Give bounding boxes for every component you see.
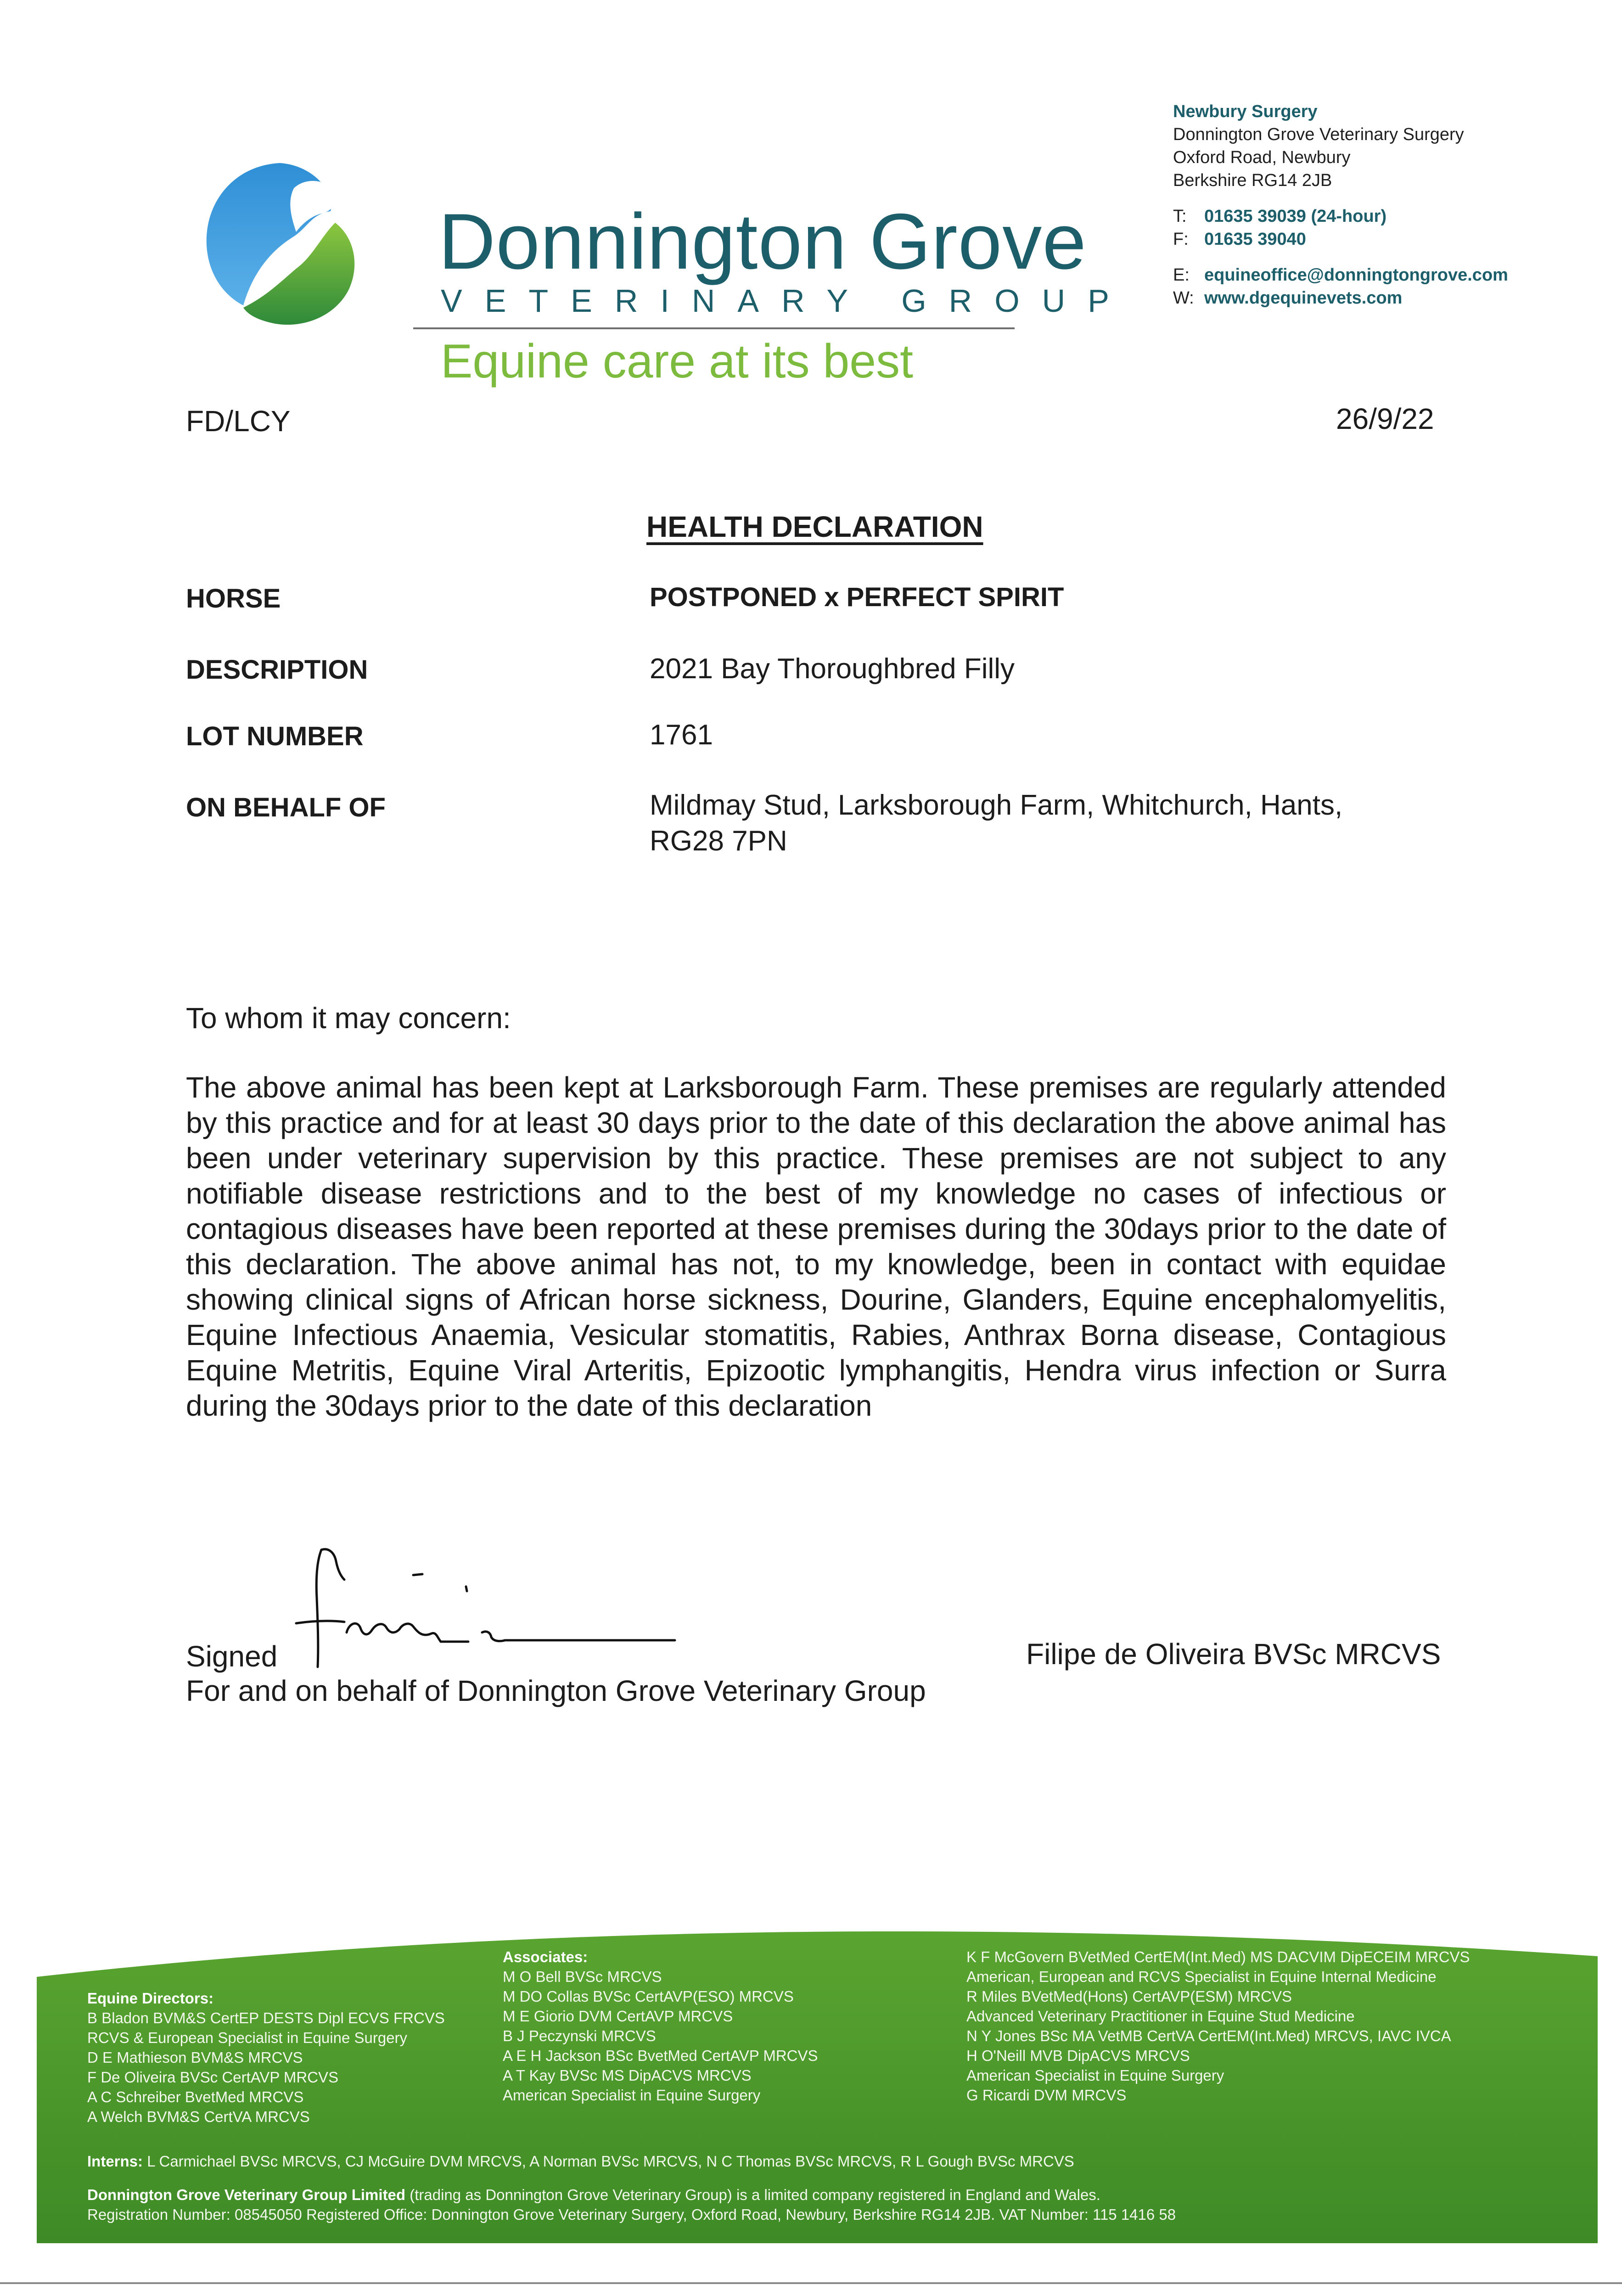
associates-title: Associates: [503, 1948, 588, 1965]
registration-info: Registration Number: 08545050 Registered Office: Donnington Grove Veterinary Surgery, Oxford Road, Newbury, Berkshire RG14 2JB. VAT Number: 115 1416 58 [87, 2206, 1176, 2223]
tel-value[interactable]: 01635 39039 (24-hour) [1204, 207, 1387, 226]
footer-interns [87, 2151, 1074, 2171]
email-label: E: [1173, 265, 1190, 285]
salutation: To whom it may concern: [186, 1002, 511, 1035]
telephone-row [1173, 205, 1508, 228]
director-line: B Bladon BVM&S CertEP DESTS Dipl ECVS FRCVS [87, 2009, 445, 2026]
associate-line: H O'Neill MVB DipACVS MRCVS [966, 2047, 1190, 2064]
footer-company [87, 2185, 1176, 2224]
director-line: A Welch BVM&S CertVA MRCVS [87, 2108, 310, 2125]
on-behalf-statement: For and on behalf of Donnington Grove Veterinary Group [186, 1674, 926, 1707]
footer-associates [503, 1947, 818, 2105]
directors-title: Equine Directors: [87, 1990, 214, 2007]
tel-label: T: [1173, 207, 1187, 226]
address-line: Berkshire RG14 2JB [1173, 171, 1332, 190]
brand-divider [413, 327, 1015, 329]
associate-line: A T Kay BVSc MS DipACVS MRCVS [503, 2067, 752, 2084]
associate-line: N Y Jones BSc MA VetMB CertVA CertEM(Int.Med) MRCVS, IAVC IVCA [966, 2027, 1451, 2044]
field-label-on-behalf-of: ON BEHALF OF [186, 793, 386, 822]
signature-icon [285, 1543, 679, 1676]
associate-line: Advanced Veterinary Practitioner in Equine Stud Medicine [966, 2008, 1355, 2025]
document-title: HEALTH DECLARATION [646, 510, 983, 543]
associate-line: B J Peczynski MRCVS [503, 2027, 656, 2044]
fax-row [1173, 228, 1508, 251]
interns-label: Interns: [87, 2153, 143, 2170]
brand-tagline: Equine care at its best [441, 335, 914, 388]
interns-list: L Carmichael BVSc MRCVS, CJ McGuire DVM MRCVS, A Norman BVSc MRCVS, N C Thomas BVSc MRCVS, R L Gough BVSc MRCVS [147, 2153, 1074, 2170]
associate-line: M E Giorio DVM CertAVP MRCVS [503, 2008, 733, 2025]
associate-line: M DO Collas BVSc CertAVP(ESO) MRCVS [503, 1988, 794, 2005]
reference-code: FD/LCY [186, 405, 291, 438]
director-line: A C Schreiber BvetMed MRCVS [87, 2088, 304, 2105]
director-line: D E Mathieson BVM&S MRCVS [87, 2049, 303, 2066]
company-name: Donnington Grove Veterinary Group Limited [87, 2186, 406, 2203]
web-link[interactable]: www.dgequinevets.com [1204, 288, 1403, 308]
field-label-description: DESCRIPTION [186, 655, 368, 685]
footer-directors [87, 1988, 445, 2127]
logo-mark-icon [197, 158, 372, 328]
address-line: Donnington Grove Veterinary Surgery [1173, 125, 1464, 144]
field-value-on-behalf-of [650, 788, 1342, 859]
field-label-horse: HORSE [186, 584, 281, 613]
brand-name: Donnington Grove [438, 197, 1087, 286]
declaration-body: The above animal has been kept at Larksborough Farm. These premises are regularly attended by this practice and for at least 30 days prior to the date of this declaration the above animal has been under veterinary supervision by this practice. These premises are not subject to any notifiable disease restrictions and to the best of my knowledge no cases of infectious or contagious diseases have been reported at these premises during the 30days prior to the date of this declaration. The above animal has not, to my knowledge, been in contact with equidae showing clinical signs of African horse sickness, Dourine, Glanders, Equine encephalomyelitis, Equine Infectious Anaemia, Vesicular stomatitis, Rabies, Anthrax Borna disease, Contagious Equine Metritis, Equine Viral Arteritis, Epizootic lymphangitis, Hendra virus infection or Surra during the 30days prior to the date of this declaration [186, 1071, 1446, 1422]
field-value-lot-number: 1761 [650, 719, 713, 751]
company-description: (trading as Donnington Grove Veterinary Group) is a limited company registered in England and Wales. [410, 2186, 1100, 2203]
director-line: RCVS & European Specialist in Equine Surgery [87, 2029, 408, 2046]
email-link[interactable]: equineoffice@donningtongrove.com [1204, 265, 1508, 285]
behalf-line: RG28 7PN [650, 825, 787, 857]
fax-value: 01635 39040 [1204, 230, 1306, 249]
behalf-line: Mildmay Stud, Larksborough Farm, Whitchurch, Hants, [650, 789, 1343, 821]
field-value-description: 2021 Bay Thoroughbred Filly [650, 653, 1015, 685]
email-row [1173, 264, 1508, 287]
director-line: F De Oliveira BVSc CertAVP MRCVS [87, 2069, 339, 2086]
address-line: Oxford Road, Newbury [1173, 148, 1351, 167]
field-value-horse: POSTPONED x PERFECT SPIRIT [650, 582, 1064, 612]
web-label: W: [1173, 288, 1194, 308]
web-row [1173, 287, 1508, 310]
surgery-title: Newbury Surgery [1173, 102, 1318, 121]
footer-associates-col3 [966, 1947, 1470, 2105]
brand-subtitle: VETERINARY GROUP [441, 283, 1132, 319]
associate-line: K F McGovern BVetMed CertEM(Int.Med) MS DACVIM DipECEIM MRCVS [966, 1948, 1470, 1965]
associate-line: G Ricardi DVM MRCVS [966, 2087, 1127, 2104]
signed-label: Signed [186, 1640, 278, 1673]
contact-block [1173, 100, 1508, 310]
associate-line: American Specialist in Equine Surgery [966, 2067, 1224, 2084]
associate-line: A E H Jackson BSc BvetMed CertAVP MRCVS [503, 2047, 818, 2064]
associate-line: American, European and RCVS Specialist in Equine Internal Medicine [966, 1968, 1437, 1985]
document-date: 26/9/22 [1336, 402, 1434, 435]
fax-label: F: [1173, 230, 1189, 249]
associate-line: M O Bell BVSc MRCVS [503, 1968, 662, 1985]
signer-name: Filipe de Oliveira BVSc MRCVS [1026, 1638, 1441, 1671]
associate-line: R Miles BVetMed(Hons) CertAVP(ESM) MRCVS [966, 1988, 1292, 2005]
bottom-rule [0, 2282, 1622, 2284]
associate-line: American Specialist in Equine Surgery [503, 2087, 761, 2104]
field-label-lot-number: LOT NUMBER [186, 721, 364, 751]
